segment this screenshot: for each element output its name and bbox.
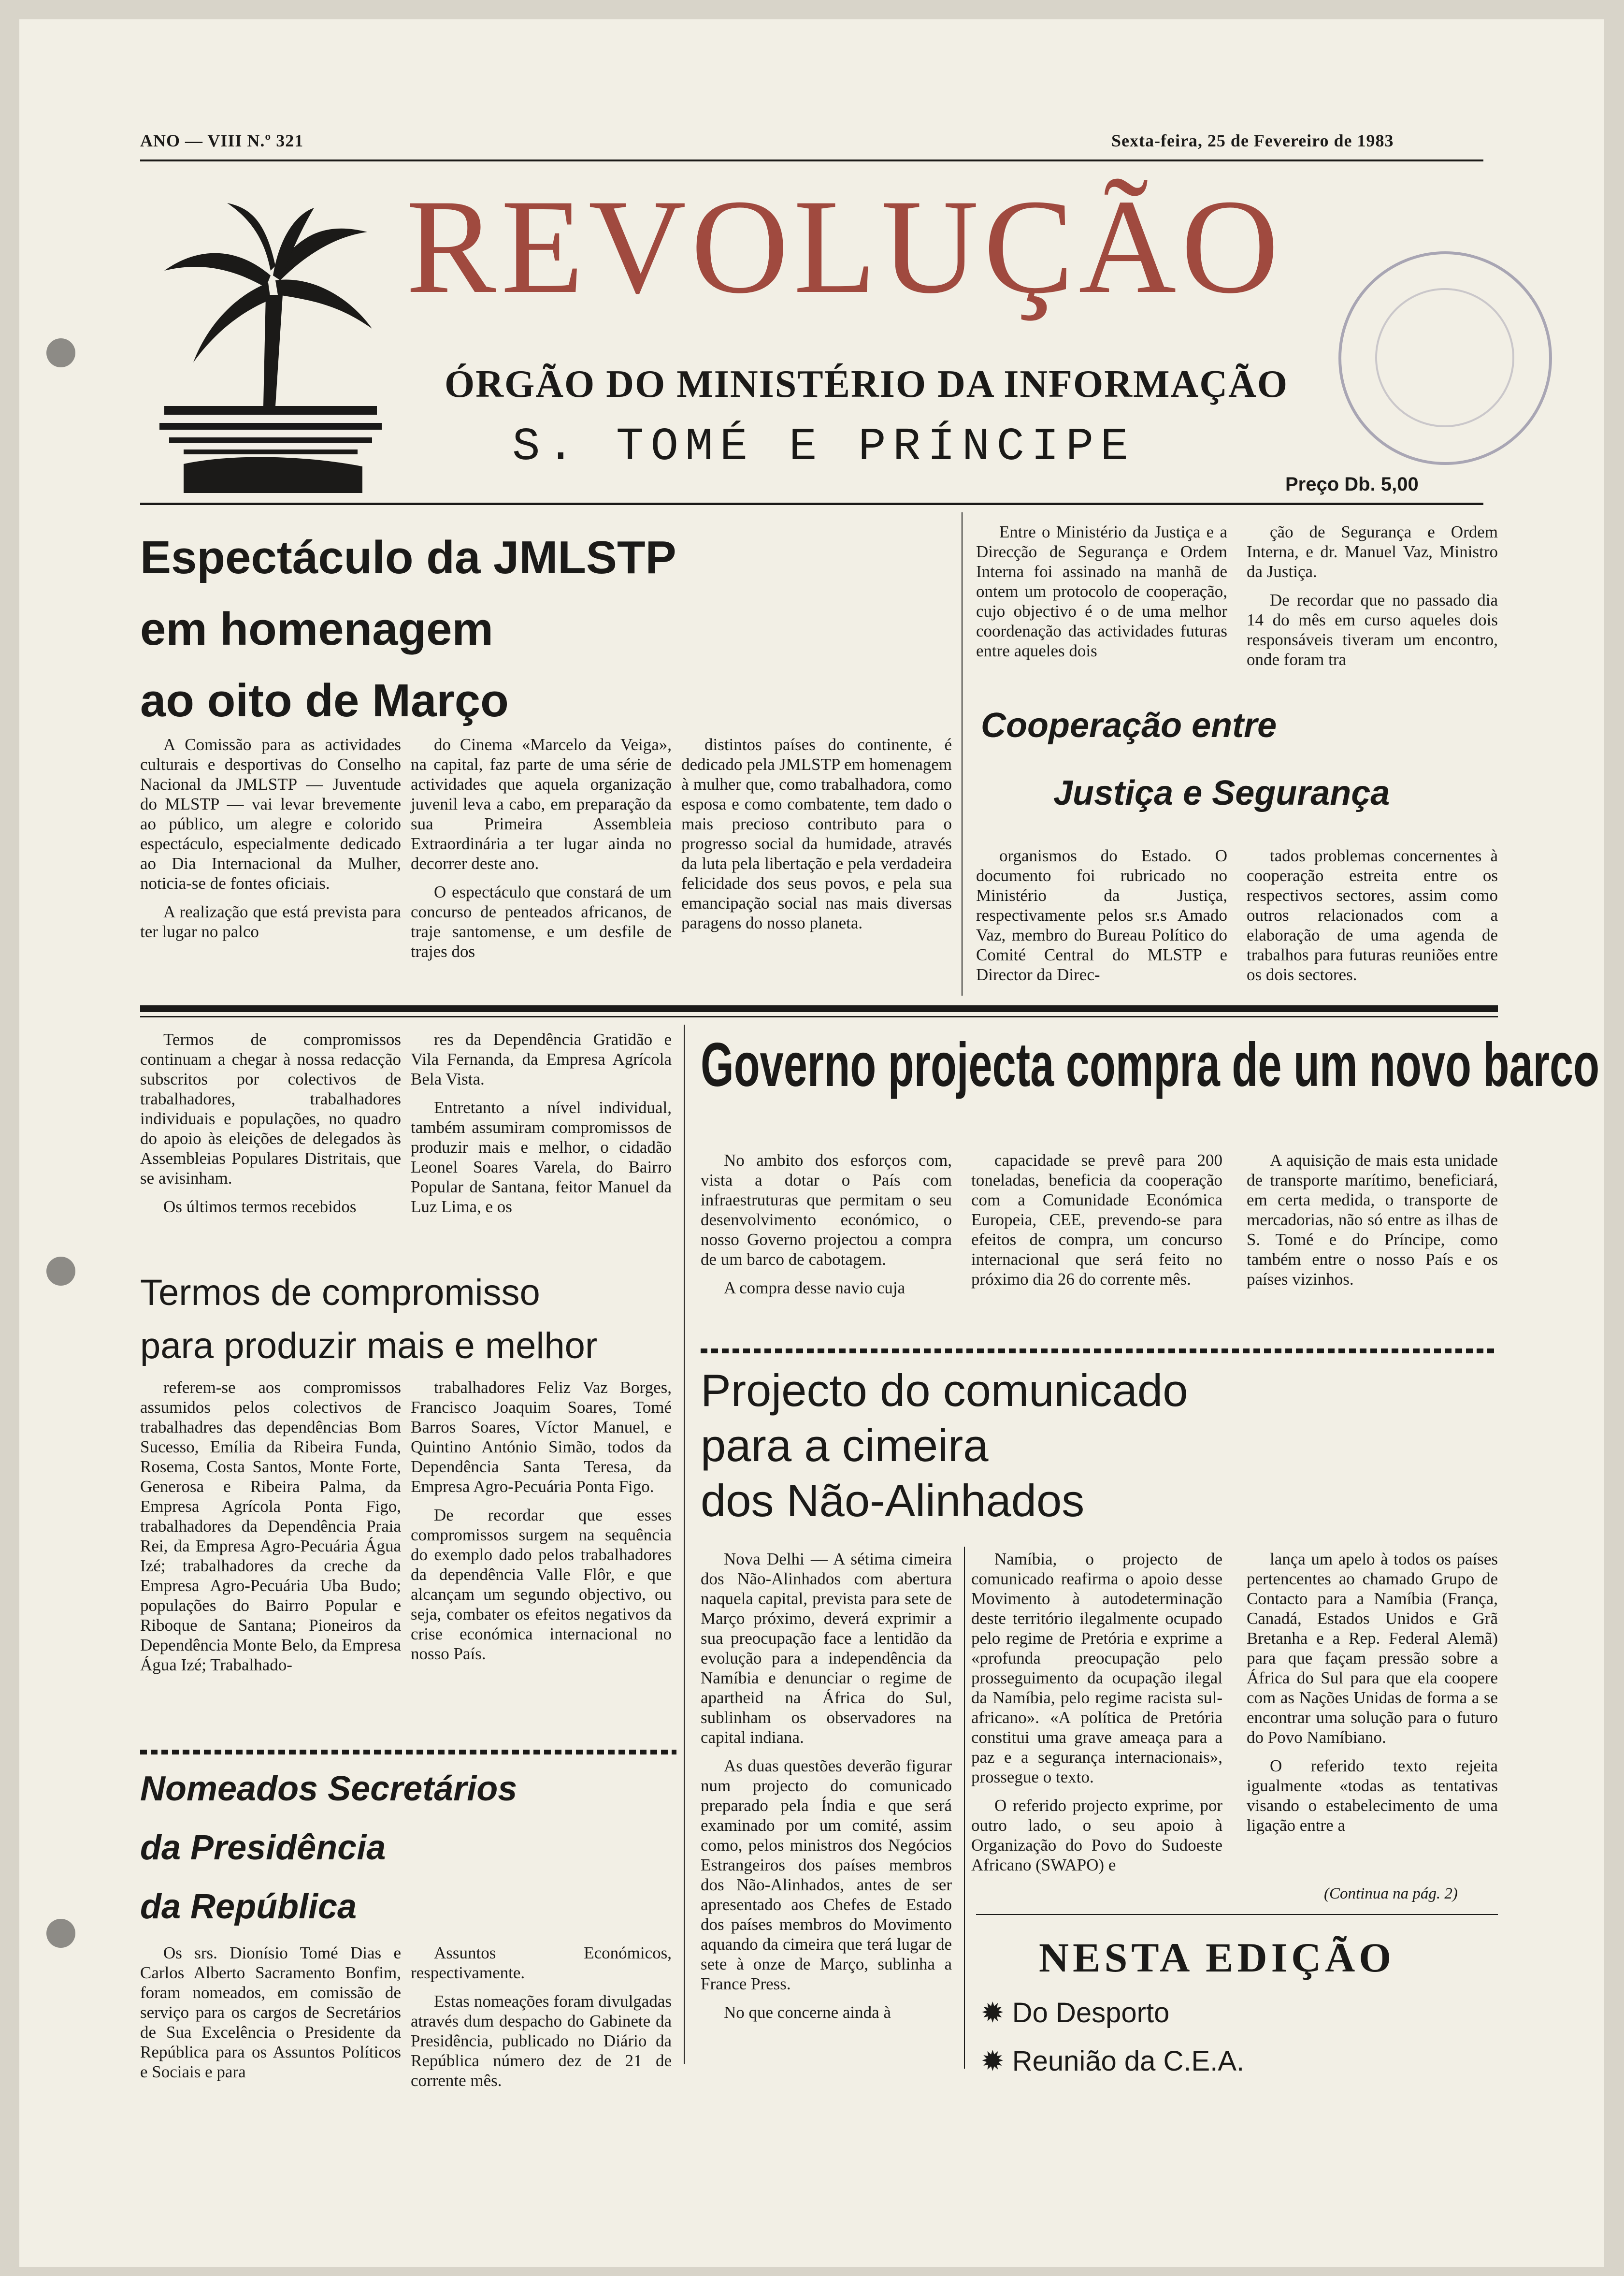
compromisso-intro-col-2: res da Dependência Gratidão e Vila Fernanda, da Empresa Agrícola Bela Vista. Entretanto a nível individual, também assumiram compromissos de produzir mais e melhor, o cidadão Leonel Soares Varela, do Bairro Popular de Santana, feitor Manuel da Luz Lima, e os (411, 1030, 672, 1216)
bullet-gear-icon: ✹ (981, 1997, 1012, 2029)
ministry-stamp-icon (1338, 251, 1552, 465)
nesta-edicao-item: ✹ Reunião da C.E.A. (981, 2045, 1245, 2077)
nao-alinhados-col-3: lança um apelo à todos os países pertencentes ao chamado Grupo de Contacto para a Namíbia (França, Canadá, Estados Unidos e Grã Bretanha e a Rep. Federal Alemã) para que façam pressão sobre a África do Sul para que ela coopere com as Nações Unidas de forma a se encontrar uma solução para o futuro do Povo Namíbiano. O referido texto rejeita igualmente «todas as tentativas visando o estabelecimento de uma ligação entre a (1247, 1550, 1498, 1835)
punch-hole (46, 1919, 75, 1948)
palm-tree-logo-icon (155, 203, 387, 503)
issue-date: Sexta-feira, 25 de Fevereiro de 1983 (1111, 131, 1394, 150)
bullet-gear-icon: ✹ (981, 2045, 1012, 2077)
nao-alinhados-headline: Projecto do comunicado para a cimeira dos Não-Alinhados (701, 1365, 1188, 1526)
secretarios-col-1: Os srs. Dionísio Tomé Dias e Carlos Alberto Sacramento Bonfim, foram nomeados, em comissão de serviço para os cargos de Secretários de Sua Excelência o Presidente da República para os Assuntos Políticos e Sociais e para (140, 1943, 401, 2081)
secretarios-col-2: Assuntos Económicos, respectivamente. Estas nomeações foram divulgadas através dum despacho do Gabinete da Presidência, publicado no Diário da República número dez de 21 de corrente mês. (411, 1943, 672, 2090)
justica-bottom-col-1: organismos do Estado. O documento foi rubricado no Ministério da Justiça, respectivamente pelos sr.s Amado Vaz, membro do Bureau Político do Comité Central do MLSTP e Director da Direc- (976, 846, 1227, 984)
punch-hole (46, 1257, 75, 1286)
jmlstp-headline: Espectáculo da JMLSTP em homenagem ao oito de Março (140, 532, 676, 726)
section-rule (140, 1005, 1498, 1012)
barco-col-1: No ambito dos esforços com, vista a dotar o País com infraestruturas que permitam o seu desenvolvimento económico, o nosso Governo projectou a compra de um barco de cabotagem. A compra desse navio cuja (701, 1151, 952, 1297)
nesta-edicao-item: ✹ Do Desporto (981, 1997, 1170, 2029)
punch-hole (46, 338, 75, 367)
compromisso-intro-col-1: Termos de compromissos continuam a chegar à nossa redacção subscritos por colectivos de trabalhadores, trabalhadores individuais e populações, no quadro do apoio às eleições de delegados às Assembleias Populares Distritais, que se avisinham. Os últimos termos recebidos (140, 1030, 401, 1216)
barco-col-3: A aquisição de mais esta unidade de transporte marítimo, beneficiará, em certa medida, o transporte de mercadorias, não só entre as ilhas de S. Tomé e do Príncipe, como também entre o nosso País e os países vizinhos. (1247, 1151, 1498, 1289)
continued-note: (Continua na pág. 2) (1324, 1885, 1458, 1902)
issue-price: Preço Db. 5,00 (1285, 474, 1419, 495)
justica-top-col-1: Entre o Ministério da Justiça e a Direcção de Segurança e Ordem Interna foi assinado na manhã de ontem um protocolo de cooperação, cujo objectivo é o de uma melhor coordenação das actividades futuras entre aqueles dois (976, 522, 1227, 660)
masthead-title: REVOLUÇÃO (406, 171, 1284, 321)
masthead-rule (140, 503, 1483, 505)
header-rule (140, 159, 1483, 161)
issue-number: ANO — VIII N.º 321 (140, 131, 304, 150)
secretarios-headline: Nomeados Secretários da Presidência da República (140, 1769, 517, 1926)
nao-alinhados-col-2: Namíbia, o projecto de comunicado reafirma o apoio desse Movimento à autodeterminação deste território ilegalmente ocupado pelo regime de Pretória e exprime a «profunda preocupação pelo prosseguimento da ocupação ilegal da Namíbia, pelo regime racista sul-africano». «A política de Pretória constitui uma grave ameaça para a paz e a segurança internacionais», prossegue o texto. O referido projecto exprime, por outro lado, o seu apoio à Organização do Povo do Sudoeste Africano (SWAPO) e (971, 1550, 1222, 1874)
justica-top-col-2: ção de Segurança e Ordem Interna, e dr. Manuel Vaz, Ministro da Justiça. De recordar que no passado dia 14 do mês em curso aqueles dois responsáveis tiveram um encontro, onde foram tra (1247, 522, 1498, 669)
justica-bottom-col-2: tados problemas concernentes à cooperação estreita entre os respectivos sectores, assim como outros relacionados com a elaboração de uma agenda de trabalhos para futuras reuniões entre os dois sectores. (1247, 846, 1498, 984)
newspaper-page (19, 19, 1604, 2267)
justica-headline-2: Justiça e Segurança (1053, 774, 1390, 812)
jmlstp-col-1: A Comissão para as actividades culturais e desportivas do Conselho Nacional da JMLSTP — Juventude do MLSTP — vai levar brevemente ao público, um alegre e colorido espectáculo, especialmente dedicado ao Dia Internacional da Mulher, noticia-se de fontes oficiais. A realização que está prevista para ter lugar no palco (140, 735, 401, 941)
barco-headline: Governo projecta compra de um novo barco (701, 1030, 1600, 1100)
barco-col-2: capacidade se prevê para 200 toneladas, beneficia da cooperação com a Comunidade Económica Europeia, CEE, prevendo-se para efeitos de compra, um concurso internacional que será feito no próximo dia 26 do corrente mês. (971, 1151, 1222, 1289)
jmlstp-col-3: distintos países do continente, é dedicado pela JMLSTP em homenagem à mulher que, como trabalhadora, como esposa e como combatente, tem dado o mais precioso contributo para o progresso social da humidade, através da luta pela libertação e pela verdadeira felicidade dos seus povos, e pela sua emancipação social nas mais diversas paragens do nosso planeta. (681, 735, 952, 932)
compromisso-col-1: referem-se aos compromissos assumidos pelos colectivos de trabalhadres das dependências Bom Sucesso, Emília da Ribeira Funda, Rosema, Costa Santos, Monte Forte, Generosa e Ribeira Palma, da Empresa Agrícola Ponta Figo, trabalhadores da Dependência Praia Rei, da Empresa Agro-Pecuária Água Izé; trabalhadores da creche da Empresa Agro-Pecuária Uba Budo; populações do Bairro Popular e Riboque de Santana; Pioneiros da Dependência Monte Belo, da Empresa Água Izé; Trabalhado- (140, 1378, 401, 1674)
nao-alinhados-col-1: Nova Delhi — A sétima cimeira dos Não-Alinhados com abertura naquela capital, prevista para sete de Março próximo, deverá exprimir a sua preocupação face a lentidão da evolução para a independência da Namíbia e denunciar o regime de apartheid na África do Sul, sublinham os observadores na capital indiana. As duas questões deverão figurar num projecto do comunicado preparado pela Índia e que será examinado por um comité, assim como, pelos ministros dos Negócios Estrangeiros dos países membros dos Não-Alinhados, antes de ser apresentado aos Chefes de Estado dos países membros do Movimento aquando da cimeira que terá lugar de sete à onze de Março, sublinha a France Press. No que concerne ainda à (701, 1550, 952, 2022)
nesta-edicao-title: NESTA EDIÇÃO (1039, 1934, 1395, 1981)
compromisso-col-2: trabalhadores Feliz Vaz Borges, Francisco Joaquim Soares, Tomé Barros Soares, Víctor Manuel, e Quintino António Simão, todos da Dependência Santa Teresa, da Empresa Agro-Pecuária Ponta Figo. De recordar que esses compromissos surgem na sequência do exemplo dado pelos trabalhadores da dependência Valle Flôr, e que alcançam um segundo objectivo, ou seja, combater os efeitos negativos da crise económica internacional no nosso País. (411, 1378, 672, 1663)
compromisso-headline: Termos de compromisso para produzir mais e melhor (140, 1272, 598, 1366)
justica-headline-1: Cooperação entre (981, 706, 1277, 745)
masthead-country: S. TOMÉ E PRÍNCIPE (512, 420, 1135, 473)
jmlstp-col-2: do Cinema «Marcelo da Veiga», na capital, faz parte de uma série de actividades que aquela organização juvenil leva a cabo, em preparação da sua Primeira Assembleia Extraordinária a ter lugar ainda no decorrer deste ano. O espectáculo que constará de um concurso de penteados africanos, de traje santomense, e um desfile de trajes dos (411, 735, 672, 961)
masthead-organ: ÓRGÃO DO MINISTÉRIO DA INFORMAÇÃO (445, 363, 1289, 406)
